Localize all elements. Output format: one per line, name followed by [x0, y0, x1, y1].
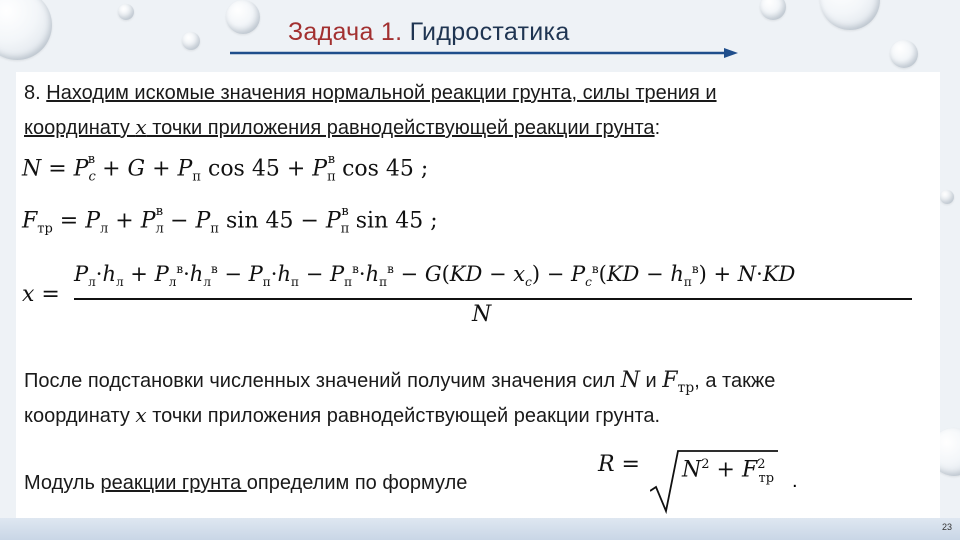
title-underline-arrow-icon — [230, 46, 740, 60]
result-var-x: x — [135, 403, 147, 427]
step-number: 8. — [24, 82, 47, 104]
decor-droplet — [890, 40, 918, 68]
slide-title — [288, 18, 570, 47]
modulus-paragraph — [24, 468, 467, 498]
step-text-2a: координату — [24, 117, 136, 139]
decor-droplet — [820, 0, 880, 30]
decor-droplet — [940, 190, 954, 204]
result-text-and: и — [639, 370, 663, 392]
formula-normal-reaction: $N = P_c^в + G + P_п$ $\cos 45 + P_п^в$ cos 45 ; — [22, 152, 429, 185]
result-var-F-sub: тр — [677, 380, 695, 396]
decor-droplet — [0, 0, 52, 60]
result-text-2a: координату — [24, 405, 136, 427]
step-var-x: x — [135, 115, 147, 139]
step-text-2b: точки приложения равнодействующей реакции грунта — [146, 117, 655, 139]
fraction-denominator: N — [472, 302, 492, 327]
result-text-2b: точки приложения равнодействующей реакции грунта. — [146, 405, 661, 427]
decor-droplet — [182, 32, 200, 50]
fraction-numerator: $P_л\cdot h_л + P_л^в\cdot h_л^в - P_п\cdot h_п - P_п^в\cdot h_п^в - G(KD - x_c) - P_c^в(KD - h_п^в) + N\cdot KD$ — [74, 262, 796, 290]
footer-band — [0, 518, 960, 540]
result-text-1b: , а также — [694, 370, 776, 392]
result-var-F: F — [662, 368, 678, 393]
title-main: Гидростатика — [409, 18, 570, 46]
sqrt-var-N: N — [682, 457, 702, 483]
result-var-N: N — [620, 368, 640, 393]
modulus-text-b: реакции грунта — [100, 472, 247, 494]
step-8-line-2 — [24, 112, 660, 143]
decor-droplet — [226, 0, 260, 34]
page-number: 23 — [941, 522, 952, 532]
fraction-bar — [74, 298, 912, 300]
result-paragraph-line-1 — [24, 366, 775, 403]
modulus-text-c: определим по формуле — [246, 472, 468, 494]
formula-friction-force: $F_{тр} = P_л + P_л^в - P_п$ $\sin 45 - P_п^в$ sin 45 ; — [22, 204, 438, 237]
step-text-line-1: Находим искомые значения нормальной реакции грунта, силы трения и — [46, 82, 717, 104]
result-text-1a: После подстановки численных значений получим значения сил — [24, 370, 621, 392]
sqrt-var-F: F — [741, 457, 758, 483]
result-paragraph-line-2 — [24, 400, 660, 431]
modulus-text-a: Модуль — [24, 472, 101, 494]
sqrt-var-F-sub: тр — [758, 470, 775, 486]
formula-R-dot: . — [792, 470, 798, 492]
formula-R-label: R = — [598, 452, 640, 477]
formula-R-lhs — [598, 452, 640, 477]
step-8-line-1 — [24, 78, 717, 108]
decor-droplet — [760, 0, 786, 20]
step-text-2c: : — [654, 117, 661, 139]
decor-droplet — [118, 4, 134, 20]
title-prefix: Задача 1. — [288, 18, 403, 46]
